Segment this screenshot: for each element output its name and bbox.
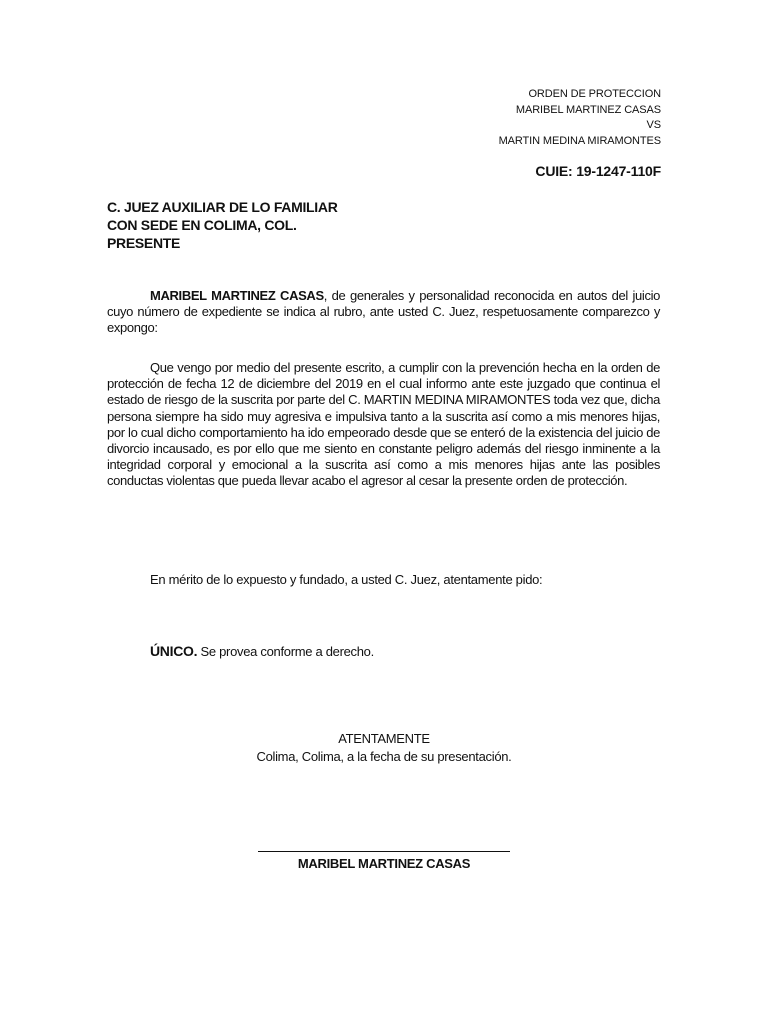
addressee-title: C. JUEZ AUXILIAR DE LO FAMILIAR [107,199,338,215]
opening-text: , de generales y personalidad reconocida en autos del juicio cuyo número de expediente se indica al rubro, ante usted C. Juez, respetuosamente comparezco y expongo: [107,288,661,336]
petition-point [150,643,374,659]
defendant-name: MARTIN MEDINA MIRAMONTES [498,134,661,147]
petition-text: Se provea conforme a derecho. [197,644,374,659]
statement-paragraph: Que vengo por medio del presente escrito, a cumplir con la prevención hecha en la orden de protección de fecha 12 de diciembre del 2019 en el cual informo ante este juzgado que continua el estado de riesgo de la suscrita por parte del C. MARTIN MEDINA MIRAMONTES toda vez que, dicha persona siempre ha sido muy agresiva e impulsiva tanto a la suscrita así como a mis menores hijas, por lo cual dicho comportamiento ha ido empeorado desde que se enteró de la existencia del juicio de divorcio incausado, es por ello que me siento en constante peligro además del riesgo inminente a la integridad corporal y emocional a la suscrita así como a mis menores hijas ante las posibles conductas violentas que pueda llevar acabo el agresor al cesar la presente orden de protección. [107,360,660,489]
petition-label: ÚNICO. [150,643,198,659]
opening-paragraph [107,288,660,337]
case-header [499,87,661,149]
addressee-presente: PRESENTE [107,235,181,251]
addressee-location: CON SEDE EN COLIMA, COL. [107,217,297,233]
signature-line [258,851,510,852]
case-number: CUIE: 19-1247-110F [535,163,661,179]
signer-name: MARIBEL MARTINEZ CASAS [297,856,471,871]
plaintiff-name: MARIBEL MARTINEZ CASAS [515,103,661,116]
versus-label: VS [646,119,661,131]
closing-place-date: Colima, Colima, a la fecha de su presentación. [256,749,512,764]
case-type: ORDEN DE PROTECCION [528,88,661,100]
closing-salutation: ATENTAMENTE [338,731,430,746]
petitioner-name: MARIBEL MARTINEZ CASAS [150,288,324,303]
addressee-block [107,198,338,252]
request-line: En mérito de lo expuesto y fundado, a usted C. Juez, atentamente pido: [150,572,543,587]
